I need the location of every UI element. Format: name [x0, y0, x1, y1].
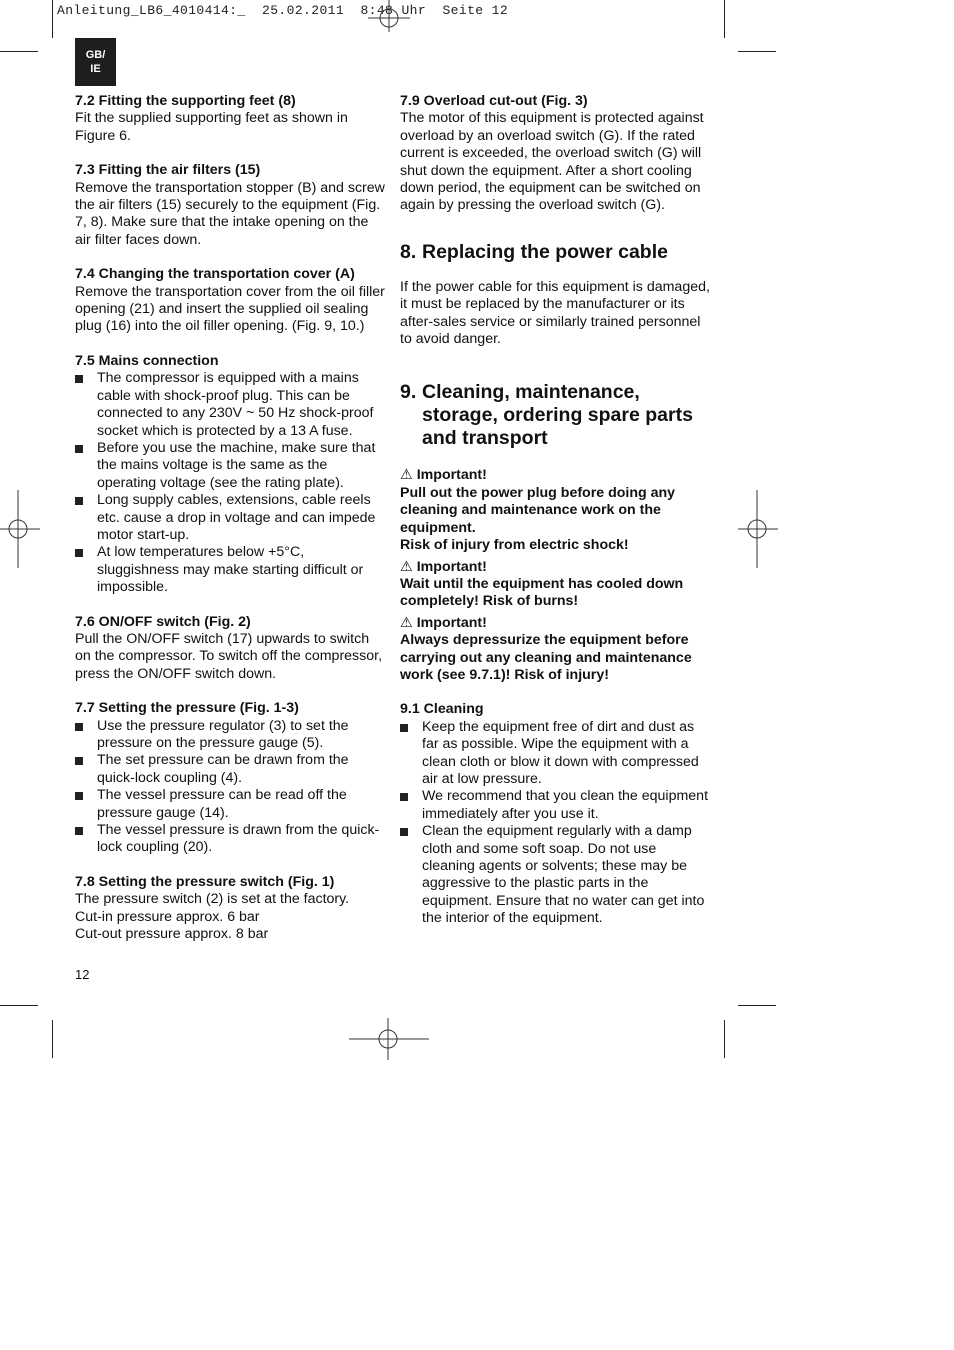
list-item: Use the pressure regulator (3) to set the pressure on the pressure gauge (5).: [75, 718, 385, 753]
list-item: The vessel pressure can be read off the pressure gauge (14).: [75, 787, 385, 822]
section-text: The pressure switch (2) is set at the factory.: [75, 891, 350, 908]
chapter-heading: [400, 241, 710, 264]
warning-block: [400, 559, 710, 611]
crop-mark: [0, 51, 38, 52]
crop-mark: [738, 51, 776, 52]
language-badge-line1: GB/: [85, 49, 106, 61]
section-text: Fit the supplied supporting feet as shown in Figure 6.: [75, 110, 348, 144]
section-heading: 7.7 Setting the pressure (Fig. 1-3): [75, 700, 299, 717]
section-8: [400, 241, 710, 349]
warning-triangle-icon: ⚠: [400, 467, 413, 484]
registration-mark-bottom: [349, 1018, 429, 1060]
list-item: At low temperatures below +5°C, sluggishness may make starting difficult or impossible.: [75, 544, 385, 596]
warning-triangle-icon: ⚠: [400, 614, 413, 631]
chapter-heading: [400, 381, 710, 450]
section-7-3: [75, 162, 385, 249]
section-heading: 7.9 Overload cut-out (Fig. 3): [400, 93, 588, 109]
chapter-title: Replacing the power cable: [422, 240, 668, 263]
chapter-number: 9.: [400, 381, 417, 404]
crop-mark: [52, 0, 53, 38]
section-7-9: [400, 93, 710, 215]
section-heading: 7.8 Setting the pressure switch (Fig. 1): [75, 873, 335, 890]
registration-mark-right: [738, 490, 778, 568]
list-item: Before you use the machine, make sure that the mains voltage is the same as the operating voltage (see the rating plate).: [75, 440, 385, 492]
warning-text: Wait until the equipment has cooled down completely! Risk of burns!: [400, 575, 684, 610]
list-item: Keep the equipment free of dirt and dust as far as possible. Wipe the equipment with a clean cloth or blow it down with compressed air at low pressure.: [400, 719, 710, 789]
warning-label: Important!: [416, 467, 487, 484]
bullet-list: [75, 718, 385, 857]
right-column: [400, 93, 710, 928]
warning-text: Risk of injury from electric shock!: [400, 537, 629, 554]
list-item: The set pressure can be drawn from the quick-lock coupling (4).: [75, 752, 385, 787]
registration-mark-left: [0, 490, 40, 568]
section-7-2: [75, 93, 385, 145]
section-text: Cut-out pressure approx. 8 bar: [75, 926, 269, 943]
bullet-list: [75, 370, 385, 596]
bullet-list: [400, 719, 710, 928]
section-7-4: [75, 266, 385, 336]
list-item: We recommend that you clean the equipment immediately after you use it.: [400, 788, 710, 823]
section-text: Remove the transportation cover from the oil filler opening (21) and insert the supplied oil sealing plug (16) into the oil filler opening. (Fig. 9, 10.): [75, 283, 385, 335]
language-badge: [75, 38, 116, 86]
warning-text: Pull out the power plug before doing any cleaning and maintenance work on the equipment.: [400, 484, 676, 536]
warning-block: [400, 467, 710, 554]
page-number: 12: [75, 967, 90, 982]
list-item: The vessel pressure is drawn from the quick-lock coupling (20).: [75, 822, 385, 857]
section-heading: 7.4 Changing the transportation cover (A): [75, 266, 355, 283]
crop-mark: [738, 1005, 776, 1006]
section-7-6: [75, 614, 385, 684]
warning-text: Always depressurize the equipment before carrying out any cleaning and maintenance work (see 9.7.1)! Risk of injury!: [400, 632, 692, 683]
list-item: Long supply cables, extensions, cable reels etc. cause a drop in voltage and can impede motor start-up.: [75, 492, 385, 544]
section-heading: 7.6 ON/OFF switch (Fig. 2): [75, 613, 251, 630]
crop-mark: [724, 1020, 725, 1058]
chapter-number: 8.: [400, 240, 417, 263]
section-heading: 9.1 Cleaning: [400, 701, 484, 718]
section-7-8: [75, 874, 385, 944]
section-heading: 7.5 Mains connection: [75, 352, 219, 369]
crop-mark: [52, 1020, 53, 1058]
section-heading: 7.2 Fitting the supporting feet (8): [75, 93, 296, 109]
print-header-line: Anleitung_LB6_4010414:_ 25.02.2011 8:48 Uhr Seite 12: [57, 3, 509, 18]
chapter-title: Cleaning, maintenance, storage, ordering spare parts and transport: [422, 381, 693, 450]
section-text: If the power cable for this equipment is damaged, it must be replaced by the manufacturer or its after-sales service or similarly trained personnel to avoid danger.: [400, 278, 710, 348]
warning-triangle-icon: ⚠: [400, 558, 413, 575]
list-item: The compressor is equipped with a mains cable with shock-proof plug. This can be connected to any 230V ~ 50 Hz shock-proof socket which is protected by a 13 A fuse.: [75, 370, 385, 440]
section-text: Cut-in pressure approx. 6 bar: [75, 908, 260, 925]
registration-mark-top: [368, 0, 410, 32]
section-text: Pull the ON/OFF switch (17) upwards to switch on the compressor. To switch off the compressor, press the ON/OFF switch down.: [75, 630, 383, 682]
section-7-7: [75, 700, 385, 857]
crop-mark: [724, 0, 725, 38]
section-text: Remove the transportation stopper (B) and screw the air filters (15) securely to the equipment (Fig. 7, 8). Make sure that the intake opening on the air filter faces down.: [75, 179, 385, 248]
crop-mark: [0, 1005, 38, 1006]
warning-label: Important!: [416, 614, 487, 631]
section-7-5: [75, 353, 385, 597]
warning-label: Important!: [416, 558, 487, 575]
warning-block: [400, 615, 710, 685]
left-column: [75, 93, 385, 943]
language-badge-line2: IE: [90, 63, 101, 75]
section-heading: 7.3 Fitting the air filters (15): [75, 162, 261, 179]
section-text: The motor of this equipment is protected against overload by an overload switch (G). If the rated current is exceeded, the overload switch (G) will shut down the equipment. After a short cooling down period, the equipment can be switched on again by pressing the overload switch (G).: [400, 110, 704, 214]
section-9: [400, 381, 710, 684]
list-item: Clean the equipment regularly with a damp cloth and some soft soap. Do not use cleaning agents or solvents; these may be aggressive to the plastic parts in the equipment. Ensure that no water can get into the interior of the equipment.: [400, 823, 710, 927]
section-9-1: [400, 701, 710, 927]
